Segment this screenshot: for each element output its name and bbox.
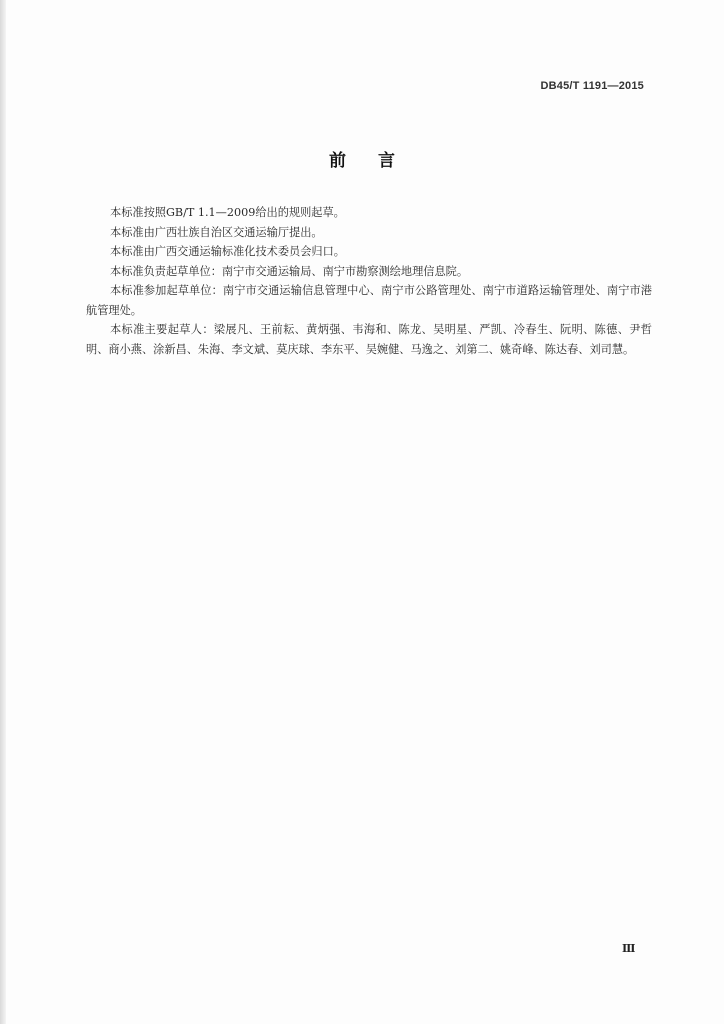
paragraph-administrator: 本标准由广西交通运输标准化技术委员会归口。 xyxy=(110,245,345,258)
paragraph-drafting-rules: 本标准按照GB/T 1.1—2009给出的规则起草。 xyxy=(110,206,345,219)
foreword-body xyxy=(86,203,652,359)
page-title: 前言 xyxy=(329,151,427,171)
paragraph-lead-drafters: 本标准负责起草单位：南宁市交通运输局、南宁市勘察测绘地理信息院。 xyxy=(110,264,469,278)
document-code: DB45/T 1191—2015 xyxy=(540,80,644,92)
paragraph-main-drafters: 本标准主要起草人：梁展凡、王前耘、黄炳强、韦海和、陈龙、吴明星、严凯、冷春生、阮明、陈德、尹哲明、商小燕、涂新昌、朱海、李文斌、莫庆球、李东平、吴婉健、马逸之、刘第二、姚奇峰、陈达春、刘司慧。 xyxy=(86,323,652,356)
paragraph-proposer: 本标准由广西壮族自治区交通运输厅提出。 xyxy=(110,225,323,239)
paragraph-participating-drafters: 本标准参加起草单位：南宁市交通运输信息管理中心、南宁市公路管理处、南宁市道路运输管理处、南宁市港航管理处。 xyxy=(86,284,652,317)
page-number: Ⅲ xyxy=(622,942,636,955)
